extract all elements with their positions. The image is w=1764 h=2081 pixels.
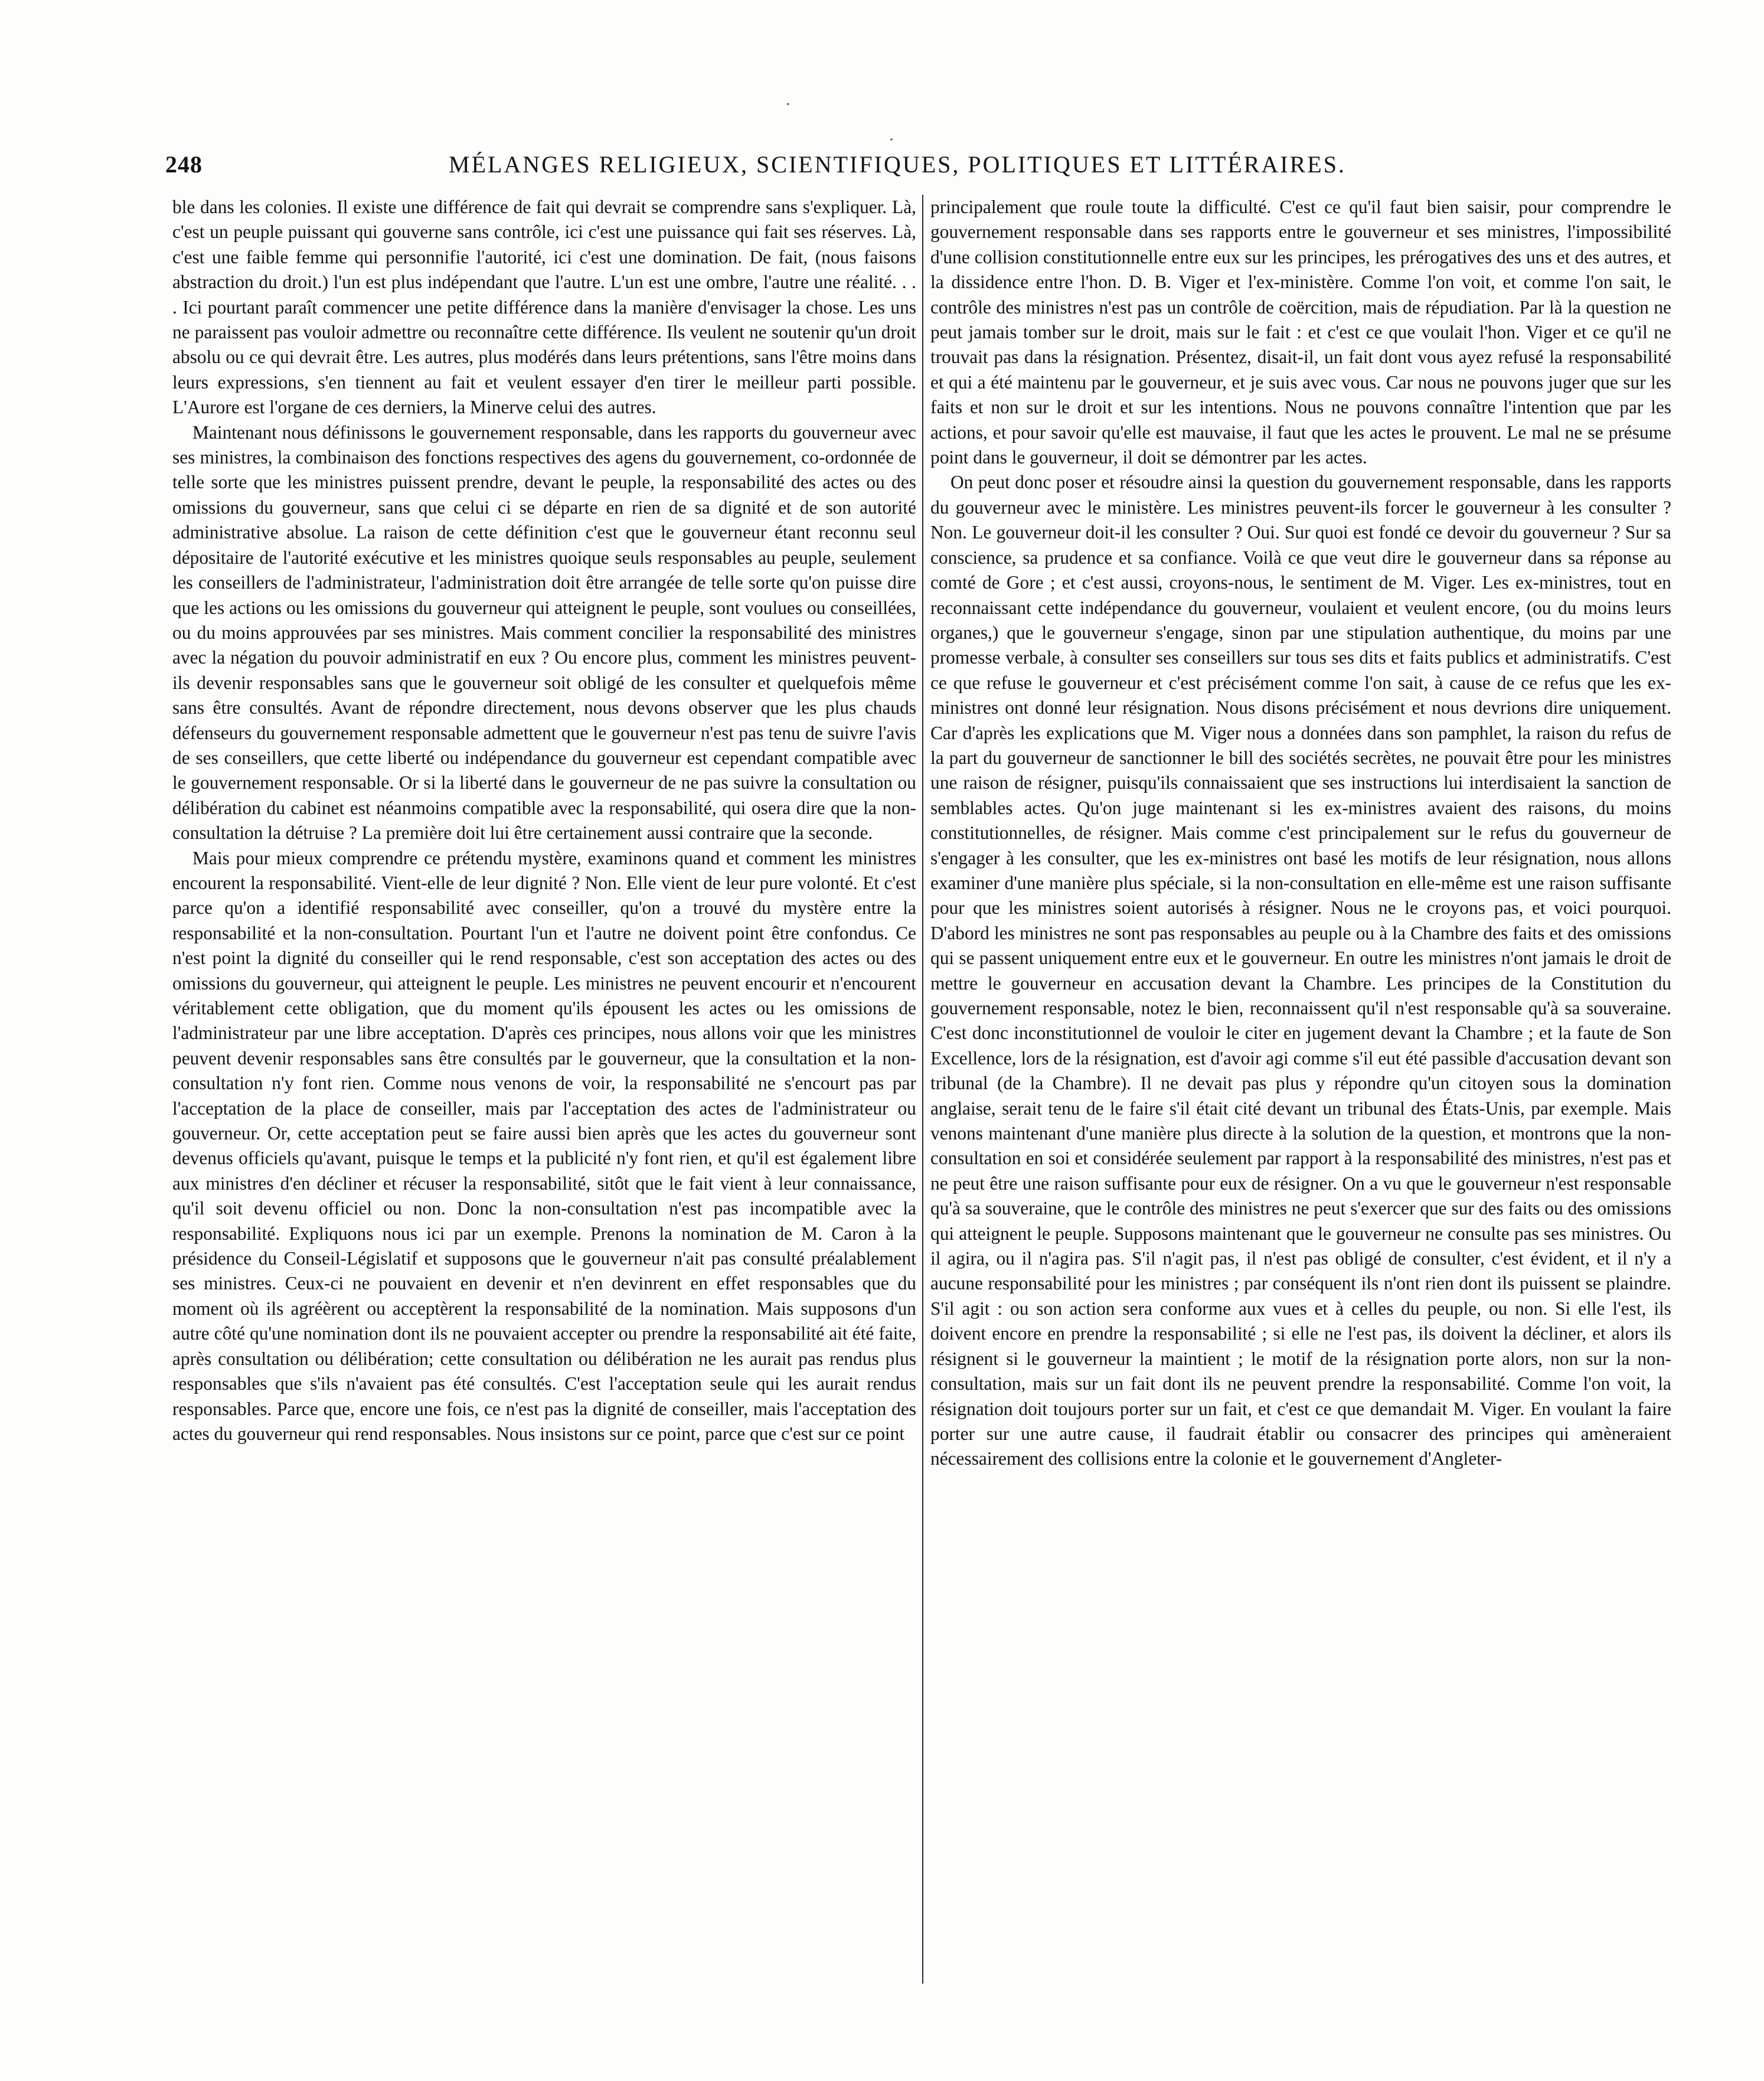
column-divider [922, 195, 923, 1984]
ink-speck: · [785, 94, 791, 114]
left-paragraph-3: Mais pour mieux comprendre ce prétendu mystère, examinons quand et comment les ministres encourent la responsabilité. Vient-elle de leur dignité ? Non. Elle vient de leur pure volonté. Et c'est parce qu'on a identifié responsabilité avec conseiller, qu'on a trouvé du mystère entre la responsabilité et la non-consultation. Pourtant l'un et l'autre ne doivent point être confondus. Ce n'est point la dignité du conseiller qui le rend responsable, c'est son acceptation des actes ou des omissions du gouverneur, qui atteignent le peuple. Les ministres ne peuvent encourir et n'encourent véritablement cette obligation, que du moment qu'ils épousent les actes ou les omissions de l'administrateur par une libre acceptation. D'après ces principes, nous allons voir que les ministres peuvent devenir responsables sans être consultés par le gouverneur, que la consultation et la non-consultation n'y font rien. Comme nous venons de voir, la responsabilité ne s'encourt pas par l'acceptation de la place de conseiller, mais par l'acceptation des actes de l'administrateur ou gouverneur. Or, cette acceptation peut se faire aussi bien après que les actes du gouverneur sont devenus officiels qu'avant, puisque le temps et la publicité n'y font rien, et qu'il est également libre aux ministres d'en décliner et récuser la responsabilité, sitôt que le fait vient à leur connaissance, qu'il soit devenu officiel ou non. Donc la non-consultation n'est pas incompatible avec la responsabilité. Expliquons nous ici par un exemple. Prenons la nomination de M. Caron à la présidence du Conseil-Législatif et supposons que le gouverneur n'ait pas consulté préalablement ses ministres. Ceux-ci ne pouvaient en devenir et n'en devinrent en effet responsables que du moment où ils agréèrent ou acceptèrent la responsabilité de la nomination. Mais supposons d'un autre côté qu'une nomination dont ils ne pouvaient accepter ou prendre la responsabilité ait été faite, après consultation ou délibération; cette consultation ou délibération ne les aurait pas rendus plus responsables que s'ils n'avaient pas été consultés. C'est l'acceptation seule qui les aurait rendus responsables. Parce que, encore une fois, ce n'est pas la dignité de conseiller, mais l'acceptation des actes du gouverneur qui rend responsables. Nous insistons sur ce point, parce que c'est sur ce point [172, 847, 916, 1444]
running-title: MÉLANGES RELIGIEUX, SCIENTIFIQUES, POLITIQUES ET LITTÉRAIRES. [449, 151, 1346, 178]
right-column [930, 195, 1671, 1472]
left-paragraph-2: Maintenant nous définissons le gouvernement responsable, dans les rapports du gouverneur avec ses ministres, la combinaison des fonctions respectives des agens du gouvernement, co-ordonnée de telle sorte que les ministres puissent prendre, devant le peuple, la responsabilité des actes ou des omissions du gouverneur, sans que celui ci se départe en rien de sa dignité et de son autorité administrative absolue. La raison de cette définition c'est que le gouverneur étant reconnu seul dépositaire de l'autorité exécutive et les ministres quoique seuls responsables au peuple, seulement les conseillers de l'administrateur, l'administration doit être arrangée de telle sorte qu'on puisse dire que les actions ou les omissions du gouverneur qui atteignent le peuple, sont voulues ou conseillées, ou du moins approuvées par ses ministres. Mais comment concilier la responsabilité des ministres avec la négation du pouvoir administratif en eux ? Ou encore plus, comment les ministres peuvent-ils devenir responsables sans que le gouverneur soit obligé de les consulter et quelquefois même sans être consultés. Avant de répondre directement, nous devons observer que les plus chauds défenseurs du gouvernement responsable admettent que le gouverneur n'est pas tenu de suivre l'avis de ses conseillers, que cette liberté ou indépendance du gouverneur est cependant compatible avec le gouvernement responsable. Or si la liberté dans le gouverneur de ne pas suivre la consultation ou délibération du cabinet est néanmoins compatible avec la responsabilité, qui osera dire que la non-consultation la détruise ? La première doit lui être certainement aussi contraire que la seconde. [172, 422, 916, 844]
page-header [165, 151, 1606, 192]
ink-speck: · [888, 130, 894, 149]
page-number: 248 [165, 151, 202, 178]
right-paragraph-2: On peut donc poser et résoudre ainsi la question du gouvernement responsable, dans les rapports du gouverneur avec le ministère. Les ministres peuvent-ils forcer le gouverneur à les consulter ? Non. Le gouverneur doit-il les consulter ? Oui. Sur quoi est fondé ce devoir du gouverneur ? Sur sa conscience, sa prudence et sa confiance. Voilà ce que veut dire le gouverneur dans sa réponse au comté de Gore ; et c'est aussi, croyons-nous, le sentiment de M. Viger. Les ex-ministres, tout en reconnaissant cette indépendance du gouverneur, voulaient et veulent encore, (ou du moins leurs organes,) que le gouverneur s'engage, sinon par une stipulation authentique, du moins par une promesse verbale, à consulter ses conseillers sur tous ses dits et faits publics et administratifs. C'est ce que refuse le gouverneur et c'est précisément comme l'on sait, à cause de ce refus que les ex-ministres ont donné leur résignation. Nous disons précisément et nous devrions dire uniquement. Car d'après les explications que M. Viger nous a données dans son pamphlet, la raison du refus de la part du gouverneur de sanctionner le bill des sociétés secrètes, ne pouvait être pour les ministres une raison de résigner, puisqu'ils connaissaient que ses instructions lui interdisaient la sanction de semblables actes. Qu'on juge maintenant si les ex-ministres avaient des raisons, du moins constitutionnelles, de résigner. Mais comme c'est principalement sur le refus du gouverneur de s'engager à les consulter, que les ex-ministres ont basé les motifs de leur résignation, nous allons examiner d'une manière plus spéciale, si la non-consultation en elle-même est une raison suffisante pour que les ministres soient autorisés à résigner. Nous ne le croyons pas, et voici pourquoi. D'abord les ministres ne sont pas responsables au peuple ou à la Chambre des faits et des omissions qui se passent uniquement entre eux et le gouverneur. En outre les ministres n'ont jamais le droit de mettre le gouverneur en accusation devant la Chambre. Les principes de la Constitution du gouvernement responsable, notez le bien, reconnaissent qu'il n'est responsable qu'à sa souveraine. C'est donc inconstitutionnel de vouloir le citer en jugement devant la Chambre ; et la faute de Son Excellence, lors de la résignation, est d'avoir agi comme s'il eut été passible d'accusation devant son tribunal (de la Chambre). Il ne devait pas plus y répondre qu'un citoyen sous la domination anglaise, serait tenu de le faire s'il était cité devant un tribunal des États-Unis, par exemple. Mais venons maintenant d'une manière plus directe à la solution de la question, et montrons que la non-consultation en soi et considérée seulement par rapport à la responsabilité des ministres, n'est pas et ne peut être une raison suffisante pour eux de résigner. On a vu que le gouverneur n'est responsable qu'à sa souveraine, que le contrôle des ministres ne peut s'exercer que sur des faits ou des omissions qui atteignent le peuple. Supposons maintenant que le gouverneur ne consulte pas ses ministres. Ou il agira, ou il n'agira pas. S'il n'agit pas, il n'est pas obligé de consulter, c'est évident, et il n'y a aucune responsabilité pour les ministres ; par conséquent ils n'ont rien dont ils puissent se plaindre. S'il agit : ou son action sera conforme aux vues et à celles du peuple, ou non. Si elle l'est, ils doivent encore en prendre la responsabilité ; si elle ne l'est pas, ils doivent la décliner, et alors ils résignent si le gouverneur la maintient ; le motif de la résignation porte alors, non sur la non-consultation, mais sur un fait dont ils ne peuvent prendre la responsabilité. Comme l'on voit, la résignation doit toujours porter sur un fait, et c'est ce que demandait M. Viger. En voulant la faire porter sur une autre cause, il faudrait établir ou consacrer des principes qui amèneraient nécessairement des collisions entre la colonie et le gouvernement d'Angleter- [930, 472, 1671, 1469]
left-paragraph-1: ble dans les colonies. Il existe une différence de fait qui devrait se comprendre sans s'expliquer. Là, c'est un peuple puissant qui gouverne sans contrôle, ici c'est une puissance qui fait ses réserves. Là, c'est une faible femme qui personnifie l'autorité, ici c'est une domination. De fait, (nous faisons abstraction du droit.) l'un est plus indépendant que l'autre. L'un est une ombre, l'autre une réalité. . . . Ici pourtant paraît commencer une petite différence dans la manière d'envisager la chose. Les uns ne paraissent pas vouloir admettre ou reconnaître cette différence. Ils veulent ne soutenir qu'un droit absolu ou ce qui devrait être. Les autres, plus modérés dans leurs prétentions, sans l'être moins dans leurs expressions, s'en tiennent au fait et veulent essayer d'en tirer le meilleur parti possible. L'Aurore est l'organe de ces derniers, la Minerve celui des autres. [172, 197, 916, 418]
left-column [172, 195, 916, 1446]
right-paragraph-1: principalement que roule toute la difficulté. C'est ce qu'il faut bien saisir, pour comprendre le gouvernement responsable dans ses rapports entre le gouverneur et ses ministres, l'impossibilité d'une collision constitutionnelle entre eux sur les principes, les prérogatives des uns et des autres, et la dissidence entre l'hon. D. B. Viger et l'ex-ministère. Comme l'on voit, et comme l'on sait, le contrôle des ministres n'est pas un contrôle de coërcition, mais de répudiation. Par là la question ne peut jamais tomber sur le droit, mais sur le fait : et c'est ce que voulait l'hon. Viger et ce qu'il ne trouvait pas dans la résignation. Présentez, disait-il, un fait dont vous ayez refusé la responsabilité et qui a été maintenu par le gouverneur, et je suis avec vous. Car nous ne pouvons juger que sur les faits et non sur le droit et sur les intentions. Nous ne pouvons connaître l'intention que par les actions, et pour savoir qu'elle est mauvaise, il faut que les actes le prouvent. Le mal ne se présume point dans le gouverneur, il doit se démontrer par les actes. [930, 197, 1671, 468]
